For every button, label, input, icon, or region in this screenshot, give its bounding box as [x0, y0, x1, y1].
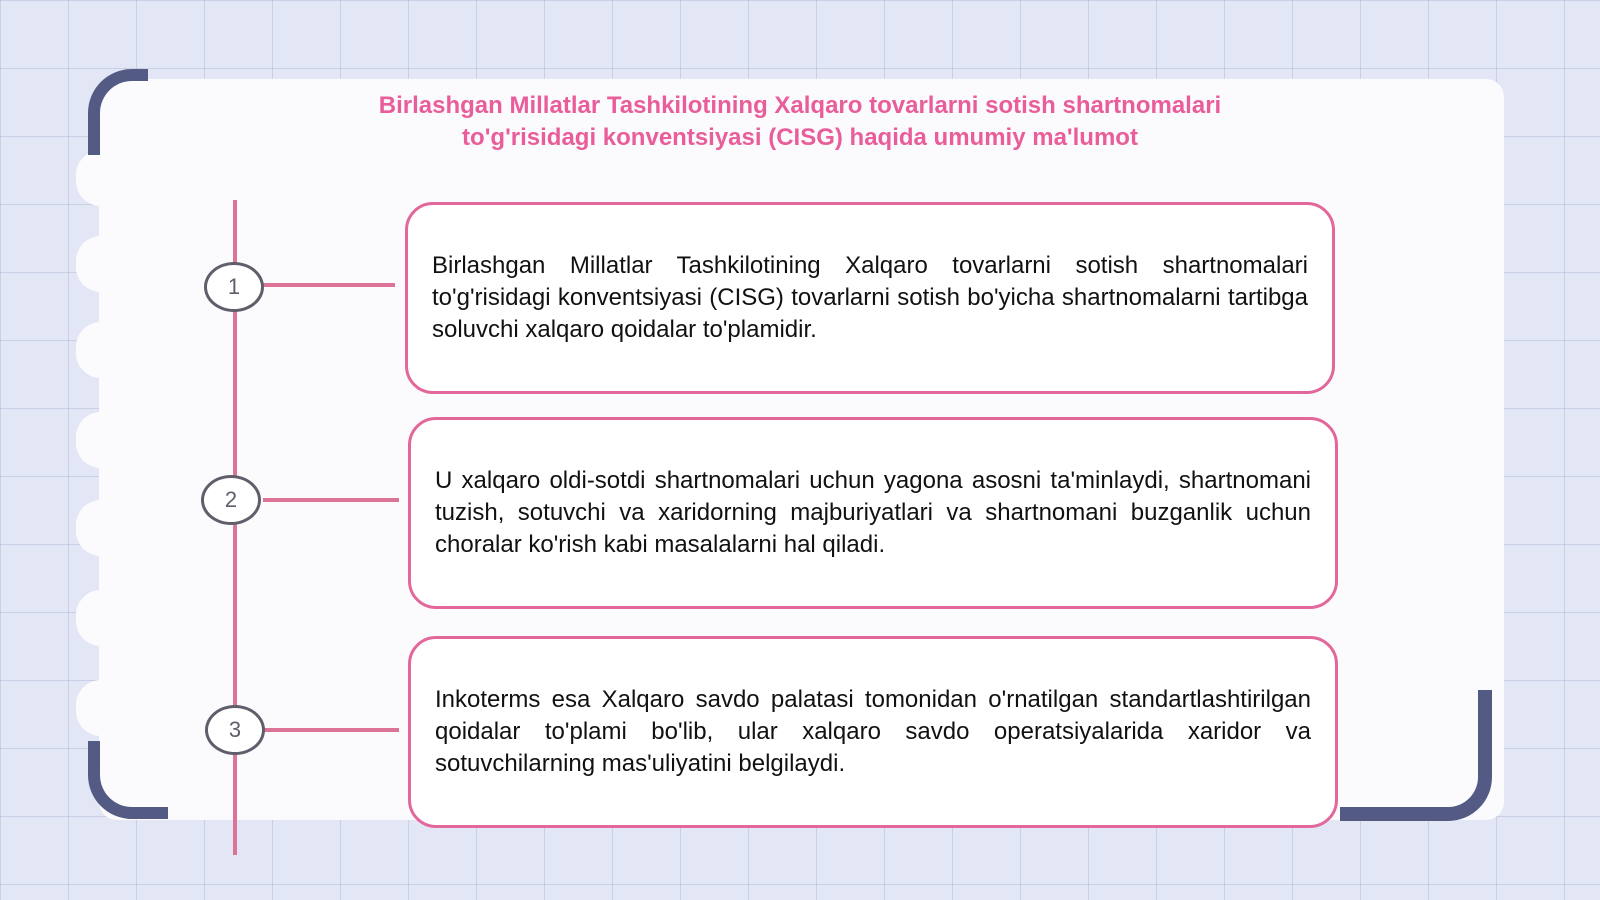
- step-2-text: U xalqaro oldi-sotdi shartnomalari uchun yagona asosni ta'minlaydi, shartnomani tuzish, sotuvchi va xaridorning majburiyatlari va shartnomani buzganlik uchun choralar ko'rish kabi masalalarni hal qiladi.: [435, 467, 1311, 558]
- step-1-text-box: [405, 202, 1335, 394]
- scallop-bump: [76, 236, 126, 292]
- step-2-connector: [263, 498, 399, 502]
- step-1-text: Birlashgan Millatlar Tashkilotining Xalqaro tovarlarni sotish shartnomalari to'g'risidagi konventsiyasi (CISG) tovarlarni sotish bo'yicha shartnomalarni tartibga soluvchi xalqaro qoidalar to'plamidir.: [432, 252, 1308, 343]
- step-3-text-box: [408, 636, 1338, 828]
- scallop-bump: [76, 412, 126, 468]
- step-3-connector: [263, 728, 399, 732]
- step-1-number-circle: 1: [204, 262, 264, 312]
- scallop-bump: [76, 590, 126, 646]
- corner-bracket-bottom-right: [1340, 690, 1492, 821]
- step-2-number-circle: 2: [201, 475, 261, 525]
- step-1-connector: [263, 283, 395, 287]
- slide-title: [250, 90, 1350, 154]
- corner-bracket-top-left: [88, 69, 148, 155]
- scallop-bump: [76, 500, 126, 556]
- scallop-bump: [76, 680, 126, 736]
- step-2-text-box: [408, 417, 1338, 609]
- step-3-number-circle: 3: [205, 705, 265, 755]
- scallop-bump: [76, 322, 126, 378]
- slide-title-line-2: to'g'risidagi konventsiyasi (CISG) haqida umumiy ma'lumot: [462, 124, 1138, 151]
- scallop-bump: [76, 150, 126, 206]
- slide-title-line-1: Birlashgan Millatlar Tashkilotining Xalqaro tovarlarni sotish shartnomalari: [378, 92, 1222, 119]
- step-3-text: Inkoterms esa Xalqaro savdo palatasi tomonidan o'rnatilgan standartlashtirilgan qoidalar to'plami bo'lib, ular xalqaro savdo operatsiyalarida xaridor va sotuvchilarning mas'uliyatini belgilaydi.: [435, 686, 1311, 777]
